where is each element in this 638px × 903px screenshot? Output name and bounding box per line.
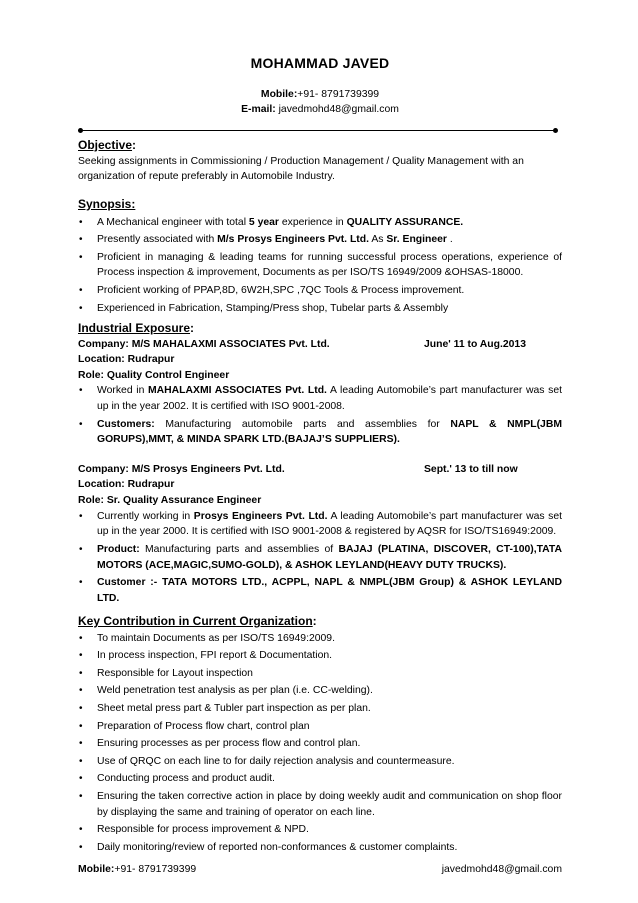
- job1-location: Location: Rudrapur: [78, 354, 175, 366]
- footer-email: javedmohd48@gmail.com: [441, 864, 562, 875]
- list-item: • Product: Manufacturing parts and assemblies of BAJAJ (PLATINA, DISCOVER, CT-100),TATA MOTORS (ACE,MAGIC,SUMO-GOLD), & ASHOK LEYLAND(HEAVY DUTY TRUCKS).: [78, 542, 562, 573]
- objective-heading: Objective:: [78, 138, 137, 152]
- job2-location: Location: Rudrapur: [78, 479, 175, 491]
- objective-section: [78, 138, 562, 185]
- job1-role: Role: Quality Control Engineer: [78, 369, 230, 381]
- contact-mobile: [78, 87, 562, 103]
- list-item: • Weld penetration test analysis as per plan (i.e. CC-welding).: [78, 683, 562, 699]
- rule-right-dot: [553, 128, 558, 133]
- list-item: • Customers: Manufacturing automobile parts and assemblies for NAPL & NMPL(JBM GORUPS),MMT, & MINDA SPARK LTD.(BAJAJ’S SUPPLIERS).: [78, 417, 562, 448]
- list-item: • Presently associated with M/s Prosys Engineers Pvt. Ltd. As Sr. Engineer .: [78, 232, 562, 248]
- key-contribution-heading: Key Contribution in Current Organization:: [78, 614, 317, 628]
- list-item: • Customer :- TATA MOTORS LTD., ACPPL, NAPL & NMPL(JBM Group) & ASHOK LEYLAND LTD.: [78, 575, 562, 606]
- job2-role: Role: Sr. Quality Assurance Engineer: [78, 495, 262, 507]
- list-item: • Experienced in Fabrication, Stamping/Press shop, Tubelar parts & Assembly: [78, 301, 562, 317]
- email-value: javedmohd48@gmail.com: [275, 104, 399, 115]
- list-item: • Responsible for Layout inspection: [78, 666, 562, 682]
- job1-company: Company: M/S MAHALAXMI ASSOCIATES Pvt. Ltd.: [78, 338, 330, 350]
- list-item: • Ensuring processes as per process flow and control plan.: [78, 736, 562, 752]
- job2-period: Sept.' 13 to till now: [424, 463, 518, 475]
- footer-mobile: Mobile:+91- 8791739399: [78, 864, 197, 875]
- list-item: • Proficient working of PPAP,8D, 6W2H,SPC ,7QC Tools & Process improvement.: [78, 283, 562, 299]
- synopsis-heading: Synopsis:: [78, 197, 136, 211]
- page-footer: [78, 862, 562, 878]
- list-item: • Currently working in Prosys Engineers Pvt. Ltd. A leading Automobile’s part manufacturer was set up in the year 2000. It is certified with ISO 9001-2008 & registered by AQSR for ISO/TS16949:2009.: [78, 509, 562, 540]
- synopsis-list: [78, 215, 562, 317]
- candidate-name: MOHAMMAD JAVED: [250, 55, 390, 71]
- industrial-heading: Industrial Exposure:: [78, 321, 195, 335]
- header-divider: [78, 130, 556, 131]
- objective-text: Seeking assignments in Commissioning / Production Management / Quality Management with an organization of repute preferably in Automobile Industry.: [78, 155, 524, 183]
- industrial-section: [78, 321, 562, 608]
- list-item: • Ensuring the taken corrective action in place by doing weekly audit and communication on shop floor by displaying the same and training of operator on each line.: [78, 789, 562, 820]
- list-item: • Worked in MAHALAXMI ASSOCIATES Pvt. Ltd. A leading Automobile’s part manufacturer was set up in the year 2002. It is certified with ISO 9001-2008.: [78, 383, 562, 414]
- job2-company-row: [78, 462, 562, 478]
- list-item: • Sheet metal press part & Tubler part inspection as per plan.: [78, 701, 562, 717]
- job2-company: Company: M/S Prosys Engineers Pvt. Ltd.: [78, 463, 285, 475]
- list-item: • Responsible for process improvement & NPD.: [78, 822, 562, 838]
- synopsis-section: [78, 197, 562, 318]
- job1-list: [78, 383, 562, 447]
- list-item: • Daily monitoring/review of reported non-conformances & customer complaints.: [78, 840, 562, 856]
- list-item: • In process inspection, FPI report & Documentation.: [78, 648, 562, 664]
- mobile-value: +91- 8791739399: [297, 89, 380, 100]
- email-label: E-mail:: [241, 104, 276, 115]
- job1-period: June' 11 to Aug.2013: [424, 338, 526, 350]
- mobile-label: Mobile:: [260, 89, 298, 100]
- list-item: • Conducting process and product audit.: [78, 771, 562, 787]
- job1-company-row: [78, 337, 562, 353]
- list-item: • Proficient in managing & leading teams for running successful process operations, experience of Process inspection & improvement, Documents as per ISO/TS 16949/2009 &OHSAS-18000.: [78, 250, 562, 281]
- list-item: • Use of QRQC on each line to for daily rejection analysis and countermeasure.: [78, 754, 562, 770]
- list-item: • To maintain Documents as per ISO/TS 16949:2009.: [78, 631, 562, 647]
- key-contribution-section: [78, 614, 562, 858]
- list-item: • A Mechanical engineer with total 5 year experience in QUALITY ASSURANCE.: [78, 215, 562, 231]
- job2-list: [78, 509, 562, 607]
- contact-email: [78, 102, 562, 118]
- key-contribution-list: [78, 631, 562, 856]
- list-item: • Preparation of Process flow chart, control plan: [78, 719, 562, 735]
